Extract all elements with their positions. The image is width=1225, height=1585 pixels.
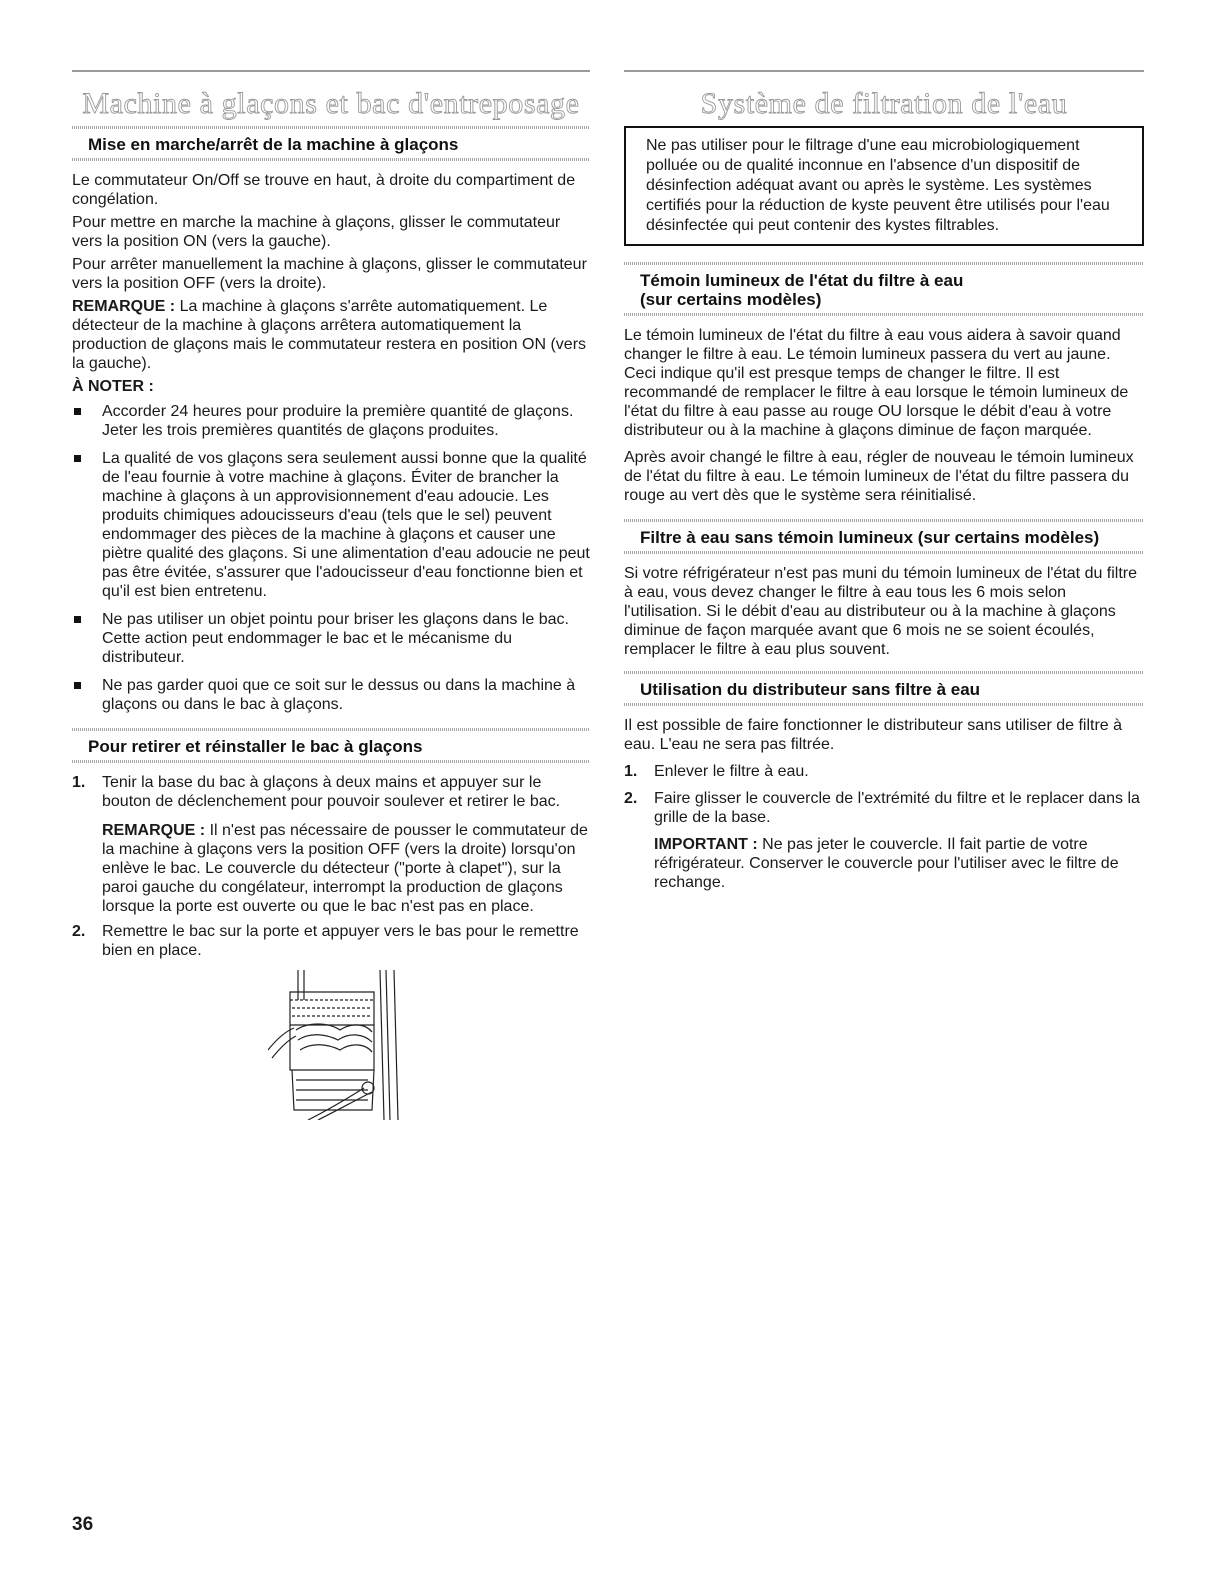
- left-column: [72, 70, 590, 1120]
- section-heading: Utilisation du distributeur sans filtre à eau: [640, 680, 981, 699]
- section-heading: Filtre à eau sans témoin lumineux (sur certains modèles): [640, 528, 1100, 547]
- list-item: [72, 610, 590, 667]
- important-text: Ne pas jeter le couvercle. Il fait partie de votre réfrigérateur. Conserver le couvercle pour l'utiliser avec le filtre de rechange.: [654, 836, 1119, 891]
- remarque-paragraph: [102, 821, 590, 916]
- warning-box: [624, 126, 1144, 246]
- bullet-list: [72, 402, 590, 714]
- step-number: 1.: [624, 763, 638, 780]
- chapter-title: Machine à glaçons et bac d'entreposage: [82, 87, 580, 120]
- warning-text: Ne pas utiliser pour le filtrage d'une eau microbiologiquement polluée ou de qualité inconnue en l'absence d'un dispositif de désinfection adéquat avant ou après le système. Les systèmes certifiés pour la réduction de kyste peuvent être utilisés pour l'eau désinfectée qui peut contenir des kystes filtrables.: [646, 137, 1110, 234]
- step-number: 1.: [72, 774, 86, 791]
- list-item-text: Ne pas utiliser un objet pointu pour briser les glaçons dans le bac. Cette action peut endommager le bac et le mécanisme du distributeur.: [102, 611, 569, 666]
- paragraph: Pour arrêter manuellement la machine à glaçons, glisser le commutateur vers la position OFF (vers la droite).: [72, 256, 587, 292]
- important-paragraph: [654, 835, 1144, 892]
- bullet-icon: [74, 408, 81, 415]
- list-item: [72, 449, 590, 601]
- note-label: À NOTER :: [72, 378, 154, 395]
- list-item: [72, 676, 590, 714]
- remarque-label: REMARQUE :: [72, 298, 176, 315]
- remarque-text: La machine à glaçons s'arrête automatiquement. Le détecteur de la machine à glaçons arrêtera automatiquement la production de glaçons mais le commutateur restera en position ON (vers la gauche).: [72, 298, 587, 372]
- step-number: 2.: [624, 790, 638, 807]
- right-column: [624, 70, 1144, 896]
- numbered-list: [624, 762, 1144, 892]
- step-number: 2.: [72, 923, 86, 940]
- section-divider: [624, 551, 1144, 554]
- list-item: [72, 773, 590, 916]
- top-rule: [624, 70, 1144, 72]
- remarque-paragraph: [72, 297, 590, 373]
- important-label: IMPORTANT :: [654, 836, 758, 853]
- bullet-icon: [74, 682, 81, 689]
- list-item: [624, 789, 1144, 892]
- paragraph: Si votre réfrigérateur n'est pas muni du témoin lumineux de l'état du filtre à eau, vous devez changer le filtre à eau tous les 6 mois selon l'utilisation. Si le débit d'eau au distributeur ou à la machine à glaçons diminue de façon marquée avant que 6 mois ne se soient écoulés, remplacer le filtre à eau plus souvent.: [624, 565, 1138, 658]
- step-text: Enlever le filtre à eau.: [654, 763, 809, 780]
- paragraph: Le témoin lumineux de l'état du filtre à eau vous aidera à savoir quand changer le filtre à eau. Le témoin lumineux passera du vert au jaune. Ceci indique qu'il est presque temps de changer le filtre. Il est recommandé de remplacer le filtre à eau lorsque le témoin lumineux de l'état du filtre à eau passe au rouge OU lorsque le débit d'eau à votre distributeur ou à la machine à glaçons diminue de façon marquée.: [624, 327, 1129, 439]
- remarque-text: Il n'est pas nécessaire de pousser le commutateur de la machine à glaçons vers la position OFF (vers la droite) lorsqu'on enlève le bac. Le couvercle du détecteur ("porte à clapet"), sur la paroi gauche du congélateur, interrompt la production de glaçons lorsque la porte est ouverte ou que le bac n'est pas en place.: [102, 822, 588, 915]
- section-heading: [624, 265, 1144, 313]
- section-divider: [72, 158, 590, 161]
- paragraph: Après avoir changé le filtre à eau, régler de nouveau le témoin lumineux de l'état du filtre à eau. Le témoin lumineux de l'état du filtre passera du rouge au vert dès que le système sera réinitialisé.: [624, 449, 1134, 504]
- paragraph: Le commutateur On/Off se trouve en haut, à droite du compartiment de congélation.: [72, 172, 576, 208]
- heading-line: Témoin lumineux de l'état du filtre à eau: [640, 271, 964, 290]
- ice-bin-illustration: [268, 970, 408, 1120]
- chapter-title: Système de filtration de l'eau: [700, 87, 1068, 120]
- heading-line: (sur certains modèles): [640, 290, 822, 309]
- section-divider: [624, 313, 1144, 316]
- numbered-list: [72, 773, 590, 960]
- step-text: Faire glisser le couvercle de l'extrémité du filtre et le replacer dans la grille de la base.: [654, 790, 1140, 826]
- section-heading: Mise en marche/arrêt de la machine à glaçons: [88, 135, 459, 154]
- list-item: [72, 402, 590, 440]
- bullet-icon: [74, 455, 81, 462]
- list-item-text: Ne pas garder quoi que ce soit sur le dessus ou dans la machine à glaçons ou dans le bac à glaçons.: [102, 677, 576, 713]
- remarque-label: REMARQUE :: [102, 822, 206, 839]
- list-item: [624, 762, 1144, 781]
- step-text: Remettre le bac sur la porte et appuyer vers le bas pour le remettre bien en place.: [102, 923, 579, 959]
- paragraph: Pour mettre en marche la machine à glaçons, glisser le commutateur vers la position ON (vers la gauche).: [72, 214, 561, 250]
- section-divider: [72, 760, 590, 763]
- section-heading: Pour retirer et réinstaller le bac à glaçons: [88, 737, 423, 756]
- top-rule: [72, 70, 590, 72]
- list-item-text: Accorder 24 heures pour produire la première quantité de glaçons. Jeter les trois premières quantités de glaçons produites.: [102, 403, 574, 439]
- page-number: 36: [72, 1514, 94, 1535]
- bullet-icon: [74, 616, 81, 623]
- step-text: Tenir la base du bac à glaçons à deux mains et appuyer sur le bouton de déclenchement pour pouvoir soulever et retirer le bac.: [102, 774, 561, 810]
- list-item: [72, 922, 590, 960]
- list-item-text: La qualité de vos glaçons sera seulement aussi bonne que la qualité de l'eau fournie à votre machine à glaçons. Éviter de brancher la machine à glaçons à un approvisionnement d'eau adoucie. Les produits chimiques adoucisseurs d'eau (tels que le sel) peuvent endommager des pièces de la machine à glaçons et causer une piètre qualité des glaçons. Si une alimentation d'eau adoucie ne peut pas être évitée, s'assurer que l'adoucisseur d'eau fonctionne bien et qu'il est bien entretenu.: [102, 450, 590, 600]
- section-divider: [624, 703, 1144, 706]
- paragraph: Il est possible de faire fonctionner le distributeur sans utiliser de filtre à eau. L'eau ne sera pas filtrée.: [624, 717, 1123, 753]
